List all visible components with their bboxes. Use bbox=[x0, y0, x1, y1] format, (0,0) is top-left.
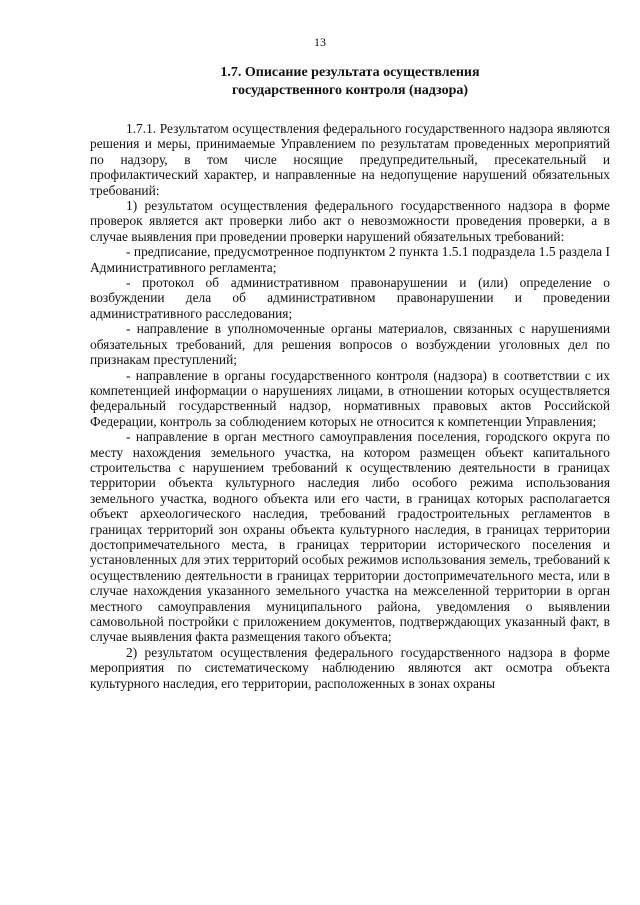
paragraph-item-1: 1) результатом осуществления федерального государственного надзора в форме проверок является акт проверки либо акт о невозможности проведения проверки, а в случае выявления при проведении проверки нарушений обязательных требований: bbox=[90, 198, 610, 244]
page-number: 13 bbox=[314, 35, 326, 49]
bullet-protocol: - протокол об административном правонарушении и (или) определение о возбуждении дела об административном правонарушении и проведении административного расследования; bbox=[90, 275, 610, 321]
document-body bbox=[90, 121, 610, 691]
section-heading-line-2: государственного контроля (надзора) bbox=[231, 83, 469, 98]
section-heading-line-1: 1.7. Описание результата осуществления bbox=[220, 65, 480, 80]
bullet-control-bodies-referral: - направление в органы государственного контроля (надзора) в соответствии с их компетенцией информации о нарушениях лицами, в отношении которых осуществляется федеральный государственный надзор, нормативных правовых актов Российской Федерации, контроль за соблюдением которых не относится к компетенции Управления; bbox=[90, 367, 610, 429]
bullet-local-government-referral: - направление в орган местного самоуправления поселения, городского округа по месту нахождения земельного участка, на котором размещен объект капитального строительства с нарушением требований к осуществлению деятельности в границах территории объекта культурного наследия либо особого режима использования земельного участка, водного объекта или его части, в границах которых располагается объект археологического наследия, требований градостроительных регламентов в границах территорий зон охраны объекта культурного наследия, в границах территории достопримечательного места, в границах территории исторического поселения и установленных для этих территорий особых режимов использования земель, требований к осуществлению деятельности в границах территории достопримечательного места, или в случае нахождения указанного земельного участка на межселенной территории в орган местного самоуправления муниципального района, уведомления о выявлении самовольной постройки с приложением документов, подтверждающих указанный факт, в случае выявления факта размещения такого объекта; bbox=[90, 429, 610, 645]
paragraph-item-2: 2) результатом осуществления федерального государственного надзора в форме мероприятия по систематическому наблюдению являются акт осмотра объекта культурного наследия, его территории, расположенных в зонах охраны bbox=[90, 644, 610, 691]
bullet-materials-referral: - направление в уполномоченные органы материалов, связанных с нарушениями обязательных требований, для решения вопросов о возбуждении уголовных дел по признакам преступлений; bbox=[90, 321, 610, 368]
bullet-prescription: - предписание, предусмотренное подпунктом 2 пункта 1.5.1 подраздела 1.5 раздела I Административного регламента; bbox=[90, 244, 610, 275]
paragraph-1-7-1: 1.7.1. Результатом осуществления федерального государственного надзора являются решения и меры, принимаемые Управлением по результатам проведенных мероприятий по надзору, в том числе носящие предупредительный, пресекательный и профилактический характер, и направленные на недопущение нарушений обязательных требований: bbox=[90, 121, 610, 198]
section-heading bbox=[90, 64, 610, 100]
